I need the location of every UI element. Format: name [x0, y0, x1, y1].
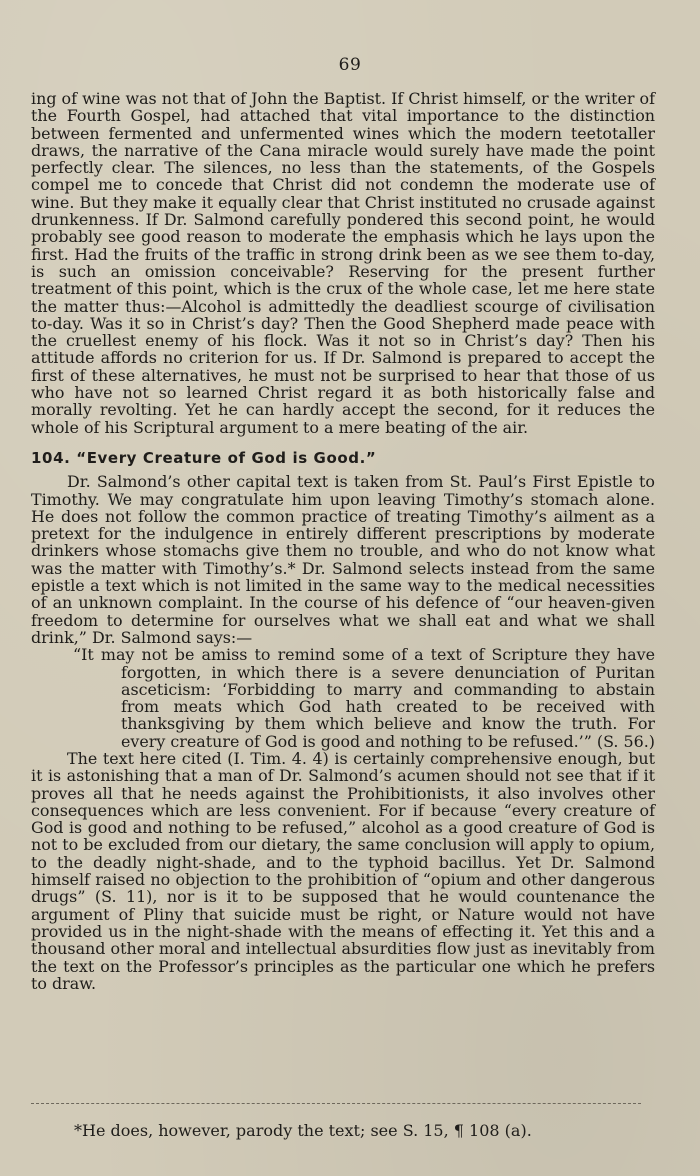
paragraph-third: The text here cited (I. Tim. 4. 4) is certainly comprehensive enough, but it is astonishing that a man of Dr. Salmond’s acumen should not see that if it proves all that he needs against the Prohibitionists, it also involves other consequences which are less convenient. For if because “every creature of God is good and nothing to be refused,” alcohol as a good creature of God is not to be excluded from our dietary, the same conclusion will apply to opium, to the deadly night-shade, and to the typhoid bacillus. Yet Dr. Salmond himself raised no objection to the prohibition of “opium and other dangerous drugs” (S. 11), nor is it to be supposed that he would countenance the argument of Pliny that suicide must be right, or Nature would not have provided us in the night-shade with the means of effecting it. Yet this and a thousand other moral and intellectual absurdities flow just as inevitably from the text on the Professor’s principles as the particular one which he prefers to draw. [31, 748, 655, 993]
paragraph-second: Dr. Salmond’s other capital text is taken from St. Paul’s First Epistle to Timothy. We may congratulate him upon leaving Timothy’s stomach alone. He does not follow the common practice of treating Timothy’s ailment as a pretext for the indulgence in entirely different prescriptions by moderate drinkers whose stomachs give them no trouble, and who do not know what was the matter with Timothy’s.* Dr. Salmond selects instead from the same epistle a text which is not limited in the same way to the medical necessities of an unknown complaint. In the course of his defence of “our heaven-given freedom to determine for ourselves what we shall eat and what we shall drink,” Dr. Salmond says:— [31, 472, 655, 647]
footnote: *He does, however, parody the text; see S. 15, ¶ 108 (a). [74, 1121, 532, 1140]
page-number: 69 [338, 55, 362, 75]
body-text [31, 90, 655, 992]
section-heading: 104. “Every Creature of God is Good.” [31, 448, 377, 467]
footnote-divider [31, 1103, 641, 1104]
block-quote: “It may not be amiss to remind some of a text of Scripture they have forgotten, in which there is a severe denunciation of Puritan asceticism: ‘Forbidding to marry and commanding to abstain from meats which God hath created to be received with thanksgiving by them which believe and know the truth. For every creature of God is good and nothing to be refused.’” (S. 56.) [73, 645, 655, 751]
paragraph-opening: ing of wine was not that of John the Baptist. If Christ himself, or the writer of the Fourth Gospel, had attached that vital importance to the distinction between fermented and unfermented wines which the modern teetotaller draws, the narrative of the Cana miracle would surely have made the point perfectly clear. The silences, no less than the statements, of the Gospels compel me to concede that Christ did not condemn the moderate use of wine. But they make it equally clear that Christ instituted no crusade against drunkenness. If Dr. Salmond carefully pondered this second point, he would probably see good reason to moderate the emphasis which he lays upon the first. Had the fruits of the traffic in strong drink been as we see them to-day, is such an omission conceivable? Reserving for the present further treatment of this point, which is the crux of the whole case, let me here state the matter thus:—Alcohol is admittedly the deadliest scourge of civilisation to-day. Was it so in Christ’s day? Then the Good Shepherd made peace with the cruellest enemy of his flock. Was it not so in Christ’s day? Then his attitude affords no criterion for us. If Dr. Salmond is prepared to accept the first of these alternatives, he must not be surprised to hear that those of us who have not so learned Christ regard it as both historically false and morally revolting. Yet he can hardly accept the second, for it reduces the whole of his Scriptural argument to a mere beating of the air. [31, 89, 655, 437]
